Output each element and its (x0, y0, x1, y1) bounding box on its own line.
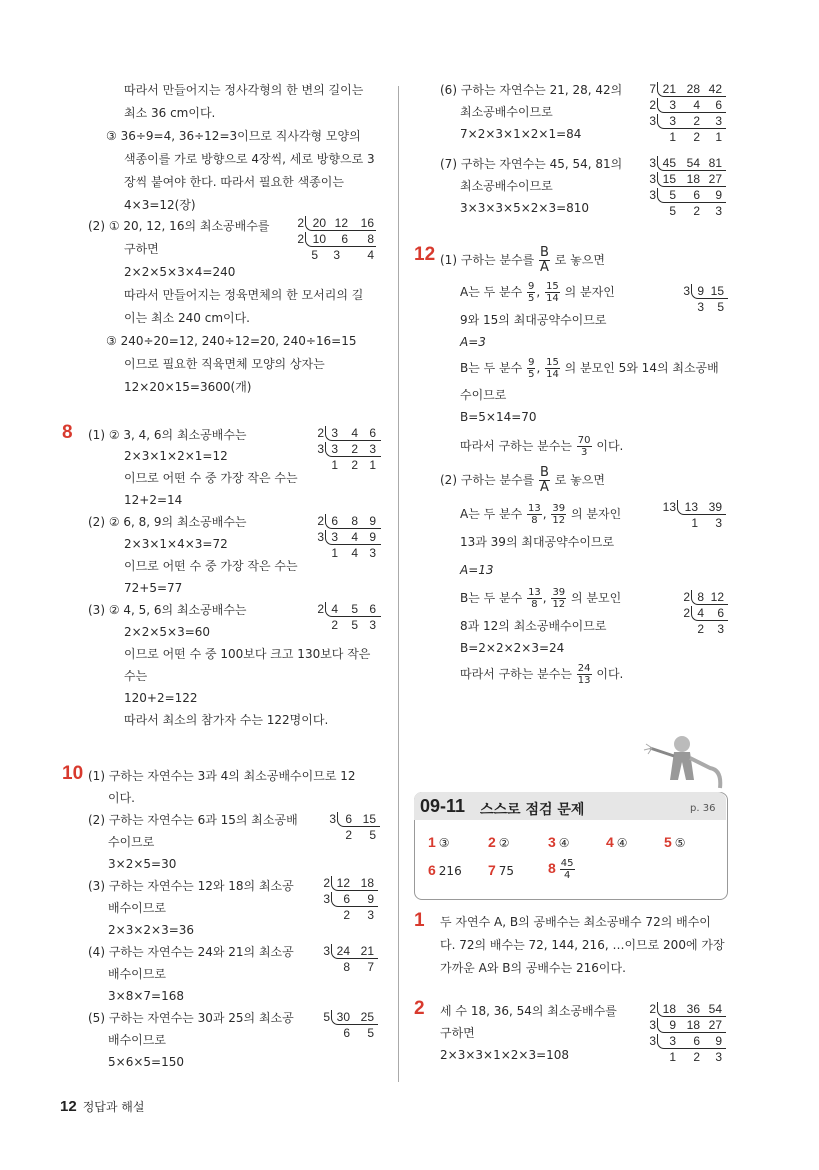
answer-2: 2 ② (488, 834, 510, 850)
self-check-page: p. 36 (690, 803, 716, 814)
fraction-39-12-b: $\frac{39}{12}$ (552, 587, 566, 610)
fraction-45-4: $\frac{45}{4}$ (560, 858, 574, 881)
fraction-70-3: $\frac{70}{3}$ (577, 435, 591, 458)
ladder-4-5-6: 2 4 5 6 2 5 3 (310, 602, 380, 634)
answer-6: 6 216 (428, 862, 462, 878)
fraction-13-8-b: $\frac{13}{8}$ (528, 587, 541, 610)
ladder-13-39: 13 13 39 1 3 (662, 500, 728, 532)
self-check-code: 09-11 (420, 796, 466, 816)
ladder-30-25: 5 30 25 6 5 (316, 1010, 378, 1042)
ladder-3-4-6: 2 3 4 6 3 3 2 3 1 2 1 (310, 426, 380, 474)
ladder-9-15: 3 9 15 3 5 (676, 284, 728, 316)
answer-8: 8 $\frac{45}{4}$ (548, 858, 574, 881)
ladder-18-36-54: 2 18 36 54 3 9 18 27 3 3 6 9 1 2 3 (642, 1002, 726, 1066)
fraction-9-5: $\frac{9}{5}$ (528, 281, 535, 304)
ladder-6-8-9: 2 6 8 9 3 3 4 9 1 4 3 (310, 514, 380, 562)
ladder-12-18: 2 12 18 3 6 9 2 3 (316, 876, 378, 924)
fraction-13-8: $\frac{13}{8}$ (528, 503, 541, 526)
answer-7: 7 75 (488, 862, 515, 878)
fraction-39-12: $\frac{39}{12}$ (552, 503, 566, 526)
fraction-b-over-a-2: $\frac{B}{A}$ (540, 465, 549, 495)
question-10-number: 10 (62, 763, 84, 784)
fraction-15-14-b: $\frac{15}{14}$ (546, 357, 559, 380)
fraction-15-14: $\frac{15}{14}$ (546, 281, 559, 304)
page-number: 12 (60, 1098, 77, 1115)
answer-4: 4 ④ (606, 834, 628, 850)
self-check-title: 스스로 점검 문제 (480, 802, 585, 818)
answer-1: 1 ③ (428, 834, 450, 850)
question-8-number: 8 (62, 422, 73, 443)
fraction-24-13: $\frac{24}{13}$ (577, 663, 591, 686)
question-2-number: 2 (414, 998, 425, 1019)
page-footer (60, 1098, 144, 1115)
answer-5: 5 ⑤ (664, 834, 686, 850)
question-12-number: 12 (414, 244, 436, 265)
ladder-45-54-81: 3 45 54 81 3 15 18 27 3 5 6 9 5 2 3 (642, 156, 726, 220)
ladder-21-28-42: 7 21 28 42 2 3 4 6 3 3 2 3 1 2 1 (642, 82, 726, 146)
column-divider (398, 86, 399, 1082)
ladder-8-12: 2 8 12 2 4 6 2 3 (676, 590, 728, 638)
ladder-20-12-16: 2 20 12 16 2 10 6 8 5 3 4 (297, 216, 374, 262)
fraction-b-over-a: $\frac{B}{A}$ (540, 245, 549, 275)
ladder-24-21: 3 24 21 8 7 (316, 944, 378, 976)
question-1-number: 1 (414, 910, 425, 931)
answer-3: 3 ④ (548, 834, 570, 850)
character-illustration (640, 730, 730, 800)
ladder-6-15: 3 6 15 2 5 (322, 812, 380, 844)
footer-label: 정답과 해설 (82, 1100, 145, 1114)
fraction-9-5-b: $\frac{9}{5}$ (528, 357, 535, 380)
